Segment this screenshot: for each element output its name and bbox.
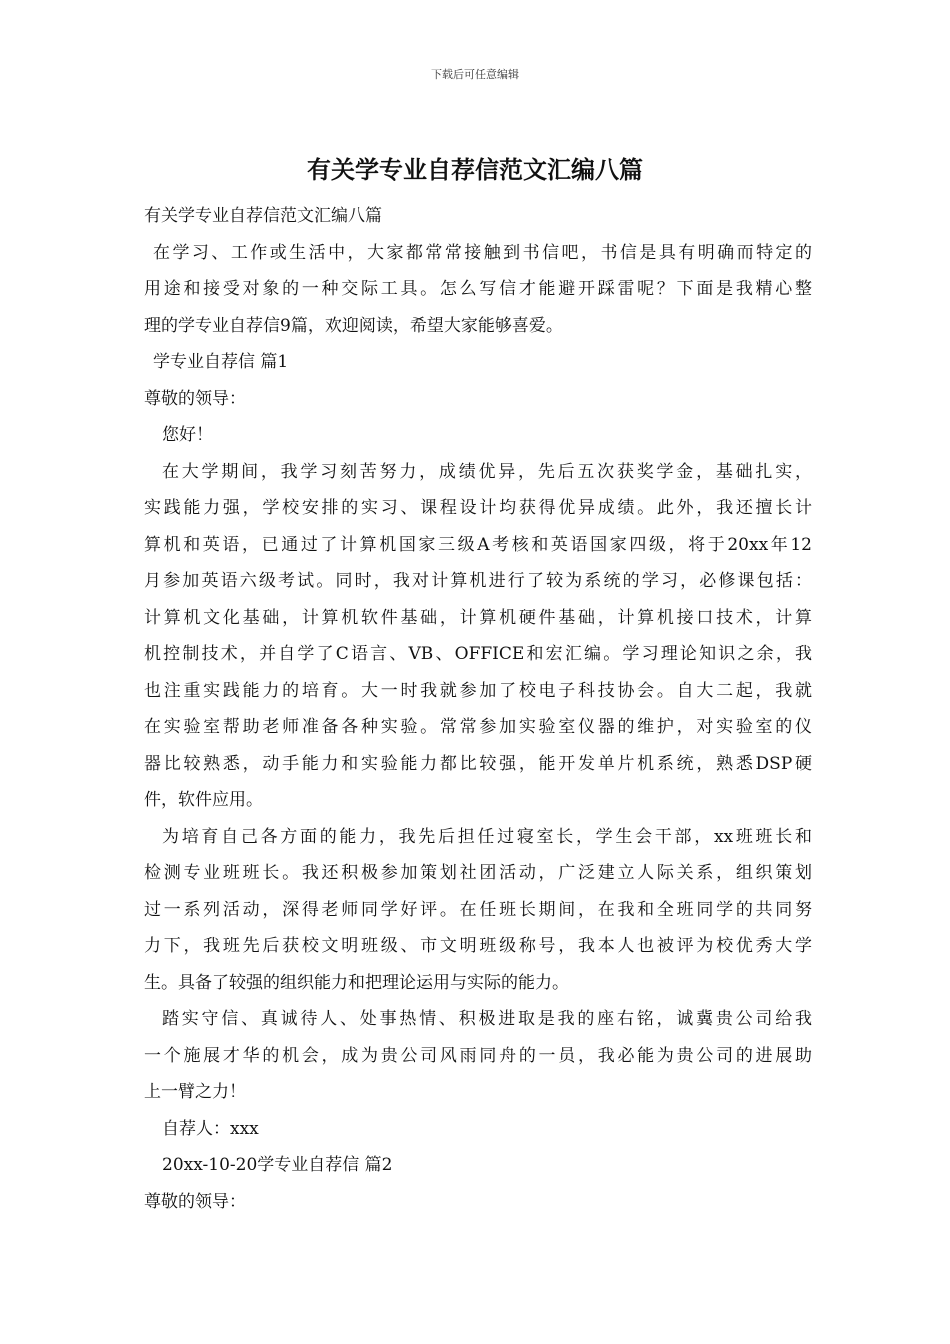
paragraph-line: 一个施展才华的机会，成为贵公司风雨同舟的一员，我必能为贵公司的进展助 <box>144 1045 812 1066</box>
paragraph-line: 计算机文化基础，计算机软件基础，计算机硬件基础，计算机接口技术，计算 <box>144 607 812 628</box>
subtitle-line: 有关学专业自荐信范文汇编八篇 <box>144 206 382 226</box>
paragraph-line: 生。具备了较强的组织能力和把理论运用与实际的能力。 <box>144 972 569 993</box>
greeting: 您好！ <box>162 425 213 445</box>
paragraph-line: 算机和英语，已通过了计算机国家三级A考核和英语国家四级，将于20xx年12 <box>144 534 812 555</box>
intro-line: 在学习、工作或生活中，大家都常常接触到书信吧，书信是具有明确而特定的 <box>153 242 812 263</box>
intro-line: 用途和接受对象的一种交际工具。怎么写信才能避开踩雷呢？下面是我精心整 <box>144 279 812 299</box>
salutation: 尊敬的领导： <box>144 1191 246 1212</box>
paragraph-line: 器比较熟悉，动手能力和实验能力都比较强，能开发单片机系统，熟悉DSP硬 <box>144 753 812 774</box>
paragraph-line: 件，软件应用。 <box>144 790 263 810</box>
paragraph-line: 在大学期间，我学习刻苦努力，成绩优异，先后五次获奖学金，基础扎实， <box>162 461 812 482</box>
section-heading: 学专业自荐信 篇1 <box>153 352 289 372</box>
paragraph-line: 实践能力强，学校安排的实习、课程设计均获得优异成绩。此外，我还擅长计 <box>144 498 812 518</box>
signature-line: 自荐人：xxx <box>162 1118 259 1139</box>
document-body <box>144 198 812 1220</box>
paragraph-line: 月参加英语六级考试。同时，我对计算机进行了较为系统的学习，必修课包括： <box>144 571 812 591</box>
paragraph-line: 过一系列活动，深得老师同学好评。在任班长期间，在我和全班同学的共同努 <box>144 899 812 920</box>
paragraph-line: 也注重实践能力的培育。大一时我就参加了校电子科技协会。自大二起，我就 <box>144 680 812 701</box>
paragraph-line: 机控制技术，并自学了C语言、VB、OFFICE和宏汇编。学习理论知识之余，我 <box>144 644 812 664</box>
document-title: 有关学专业自荐信范文汇编八篇 <box>307 155 643 184</box>
salutation: 尊敬的领导： <box>144 388 246 409</box>
date-and-section-heading: 20xx-10-20学专业自荐信 篇2 <box>162 1155 393 1175</box>
intro-line: 理的学专业自荐信9篇，欢迎阅读，希望大家能够喜爱。 <box>144 315 563 336</box>
paragraph-line: 踏实守信、真诚待人、处事热情、积极进取是我的座右铭，诚冀贵公司给我 <box>162 1009 812 1029</box>
paragraph-line: 检测专业班班长。我还积极参加策划社团活动，广泛建立人际关系，组织策划 <box>144 863 812 883</box>
paragraph-line: 为培育自己各方面的能力，我先后担任过寝室长，学生会干部，xx班班长和 <box>162 826 812 847</box>
page-header-note: 下载后可任意编辑 <box>431 68 519 81</box>
paragraph-line: 力下，我班先后获校文明班级、市文明班级称号，我本人也被评为校优秀大学 <box>144 936 812 956</box>
paragraph-line: 上一臂之力！ <box>144 1082 246 1102</box>
paragraph-line: 在实验室帮助老师准备各种实验。常常参加实验室仪器的维护，对实验室的仪 <box>144 717 812 737</box>
